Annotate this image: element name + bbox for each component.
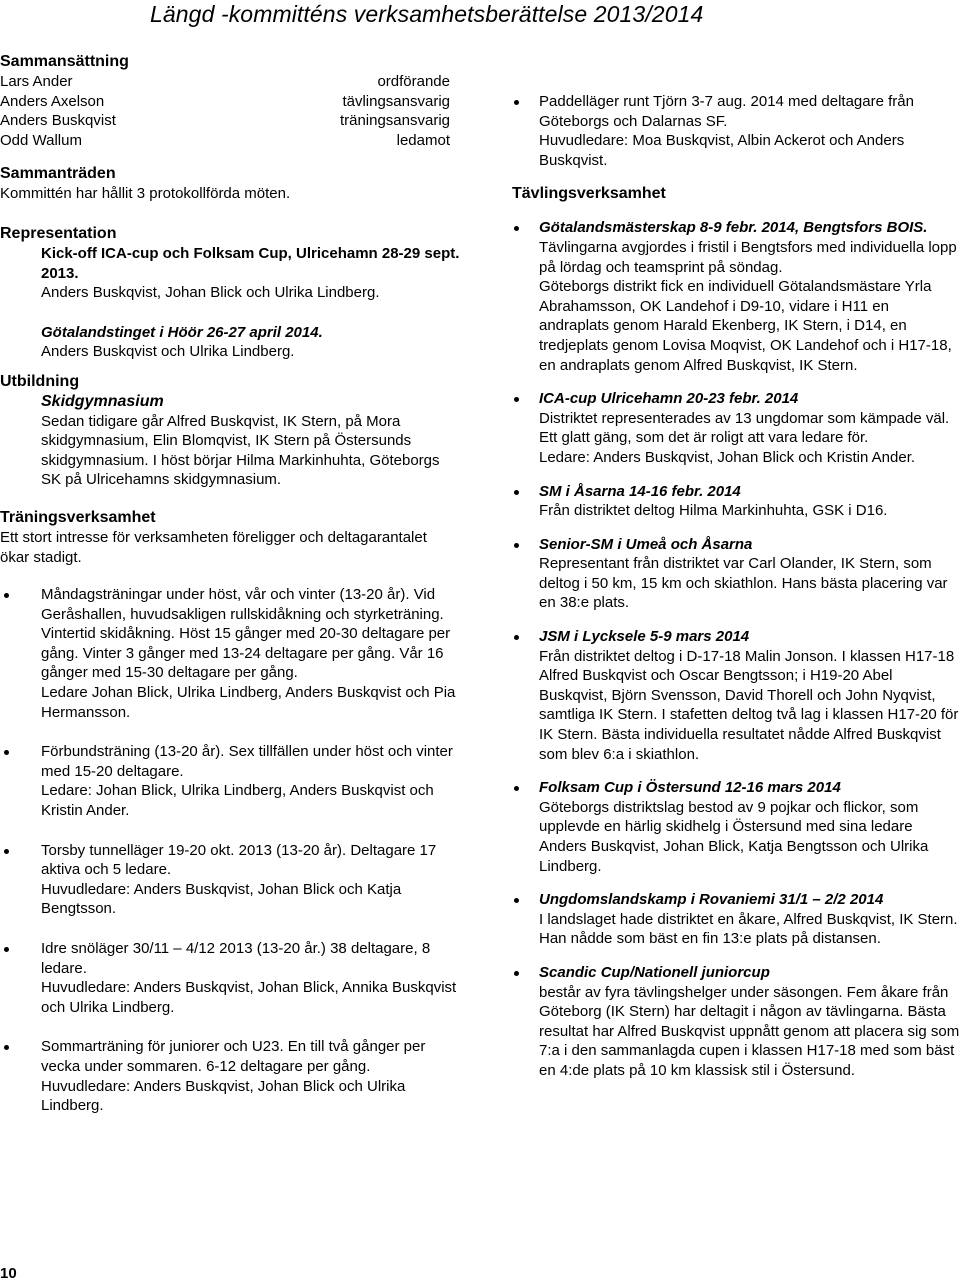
item-extra: Huvudledare: Anders Buskqvist, Johan Blick och Ulrika Lindberg. (41, 1077, 406, 1115)
list-item (0, 939, 460, 1017)
item-body: Representant från distriktet var Carl Olander, IK Stern, som deltog i 50 km, 15 km och skiathlon. Hans bästa placering var en 38:e plats. (539, 555, 948, 612)
item-main: Torsby tunnelläger 19-20 okt. 2013 (13-20 år). Deltagare 17 aktiva och 5 ledare. (41, 841, 437, 879)
item-title: Folksam Cup i Östersund 12-16 mars 2014 (539, 779, 841, 797)
gotalandstinget-people: Anders Buskqvist och Ulrika Lindberg. (41, 343, 295, 361)
list-item (512, 890, 960, 949)
item-main: Måndagsträningar under höst, vår och vinter (13-20 år). Vid Geråshallen, huvudsakligen rullskidåkning och styrketräning. Vintertid skidåkning. Höst 15 gånger med 20-30 deltagare per gång. Vinter 3 gånger med 13-24 deltagare per gång. Vår 16 gånger med 15-30 deltagare per gång. (41, 586, 451, 682)
kickoff-people: Anders Buskqvist, Johan Blick och Ulrika Lindberg. (41, 284, 380, 302)
list-item (0, 841, 460, 919)
utbildning-heading: Utbildning (0, 372, 80, 390)
item-title: Ungdomslandskamp i Rovaniemi 31/1 – 2/2 2014 (539, 891, 884, 909)
list-item (512, 482, 960, 521)
item-body: Från distriktet deltog Hilma Markinhuhta, GSK i D16. (539, 502, 888, 520)
item-body: Göteborgs distriktslag bestod av 9 pojkar och flickor, som upplevde en härlig skidhelg i Östersund med sina ledare Anders Buskqvist, Johan Blick, Katja Bengtsson och Ulrika Lindberg. (539, 798, 929, 875)
item-body: I landslaget hade distriktet en åkare, Alfred Buskqvist, IK Stern. Han nådde som bäst en fin 13:e plats på distansen. (539, 910, 958, 948)
member-role: träningsansvarig (339, 112, 450, 130)
paddel-leaders: Huvudledare: Moa Buskqvist, Albin Ackerot och Anders Buskqvist. (539, 132, 905, 169)
kickoff-title: Kick-off ICA-cup och Folksam Cup, Ulricehamn 28-29 sept. 2013. (41, 244, 460, 282)
item-title: JSM i Lycksele 5-9 mars 2014 (539, 628, 750, 646)
item-extra: Ledare: Johan Blick, Ulrika Lindberg, Anders Buskqvist och Kristin Ander. (41, 782, 434, 820)
traning-intro: Ett stort intresse för verksamheten föreligger och deltagarantalet ökar stadigt. (0, 528, 427, 566)
tavling-heading: Tävlingsverksamhet (512, 185, 666, 203)
member-role: ordförande (377, 73, 450, 90)
list-item (512, 963, 960, 1081)
right-column (512, 92, 960, 1081)
page-number: 10 (0, 1265, 17, 1282)
paddel-text: Paddelläger runt Tjörn 3-7 aug. 2014 med deltagare från Göteborgs och Dalarnas SF. (539, 93, 914, 130)
list-item (512, 218, 960, 375)
member-role: tävlingsansvarig (342, 92, 450, 110)
item-body: Göteborgs distrikt fick en individuell Götalandsmästare Yrla Abrahamsson, OK Landehof i D9-10, vidare i H11 en andraplats genom Harald Ekenberg, IK Stern, i D14, en tredjeplats genom Lovisa Moqvist, OK Landehof och i H17-18, en andraplats genom Alfred Buskqvist, IK Stern. (539, 278, 952, 374)
item-title: ICA-cup Ulricehamn 20-23 febr. 2014 (539, 390, 799, 408)
list-item (512, 389, 960, 467)
item-body: består av fyra tävlingshelger under säsongen. Fem åkare från Göteborg (IK Stern) har deltagit i någon av tävlingarna. Bästa resultat har Alfred Buskqvist uppnått genom att placera sig som 7:a i den sammanlagda cupen i klassen H17-18 med som bäst en 4:de plats på 10 km klassisk stil i Östersund. (539, 983, 960, 1079)
item-title: SM i Åsarna 14-16 febr. 2014 (539, 482, 741, 500)
page-title: Längd -kommitténs verksamhetsberättelse 2013/2014 (150, 1, 704, 27)
gotalandstinget-title: Götalandstinget i Höör 26-27 april 2014. (41, 323, 323, 341)
sammansattning-heading: Sammansättning (0, 53, 129, 70)
skidgymnasium-heading: Skidgymnasium (41, 392, 164, 410)
item-extra: Huvudledare: Anders Buskqvist, Johan Blick, Annika Buskqvist och Ulrika Lindberg. (41, 979, 457, 1016)
item-title: Götalandsmästerskap 8-9 febr. 2014, Bengtsfors BOIS. (539, 219, 928, 237)
list-item (0, 585, 460, 722)
members-list (0, 72, 450, 150)
representation-heading: Representation (0, 224, 117, 242)
sammantraden-text: Kommittén har hållit 3 protokollförda möten. (0, 185, 291, 203)
item-body: Tävlingarna avgjordes i fristil i Bengtsfors med individuella lopp på lördag och teamsprint på söndag. (539, 238, 957, 276)
item-extra: Huvudledare: Anders Buskqvist, Johan Blick och Katja Bengtsson. (41, 880, 402, 918)
list-item (512, 92, 960, 170)
member-name: Lars Ander (0, 73, 73, 90)
member-name: Anders Buskqvist (0, 112, 116, 130)
item-extra: Ledare Johan Blick, Ulrika Lindberg, Anders Buskqvist och Pia Hermansson. (41, 684, 456, 721)
item-body: Ledare: Anders Buskqvist, Johan Blick och Kristin Ander. (539, 448, 916, 466)
item-title: Senior-SM i Umeå och Åsarna (539, 535, 753, 553)
member-name: Odd Wallum (0, 131, 82, 149)
item-main: Förbundsträning (13-20 år). Sex tillfällen under höst och vinter med 15-20 deltagare. (41, 743, 453, 780)
list-item (512, 778, 960, 876)
list-item (0, 742, 460, 820)
item-title: Scandic Cup/Nationell juniorcup (539, 963, 770, 981)
list-item (512, 535, 960, 613)
item-main: Sommarträning för juniorer och U23. En till två gånger per vecka under sommaren. 6-12 deltagare per gång. (41, 1038, 426, 1075)
member-role: ledamot (396, 131, 450, 149)
traning-heading: Träningsverksamhet (0, 508, 156, 526)
utbildning-text: Sedan tidigare går Alfred Buskqvist, IK Stern, på Mora skidgymnasium, Elin Blomqvist, IK Stern på Östersunds skidgymnasium. I höst börjar Hilma Markinhuhta, Göteborgs SK på Ulricehamns skidgymnasium. (41, 412, 440, 489)
item-body: Från distriktet deltog i D-17-18 Malin Jonson. I klassen H17-18 Alfred Buskqvist och Oscar Bengtsson; i H19-20 Abel Buskqvist, Björn Svensson, David Thorell och John Nyqvist, samtliga IK Stern. I stafetten deltog två lag i klassen H17-20 för IK Stern. Bästa individuella resultatet nådde Alfred Buskqvist som blev 6:a i skiathlon. (539, 647, 959, 763)
item-body: Distriktet representerades av 13 ungdomar som kämpade väl. Ett glatt gäng, som det är roligt att vara ledare för. (539, 409, 950, 447)
member-name: Anders Axelson (0, 92, 105, 110)
sammantraden-heading: Sammanträden (0, 165, 116, 183)
item-main: Idre snöläger 30/11 – 4/12 2013 (13-20 år.) 38 deltagare, 8 ledare. (41, 940, 431, 977)
list-item (512, 627, 960, 764)
left-column (0, 52, 460, 1116)
paddel-list (512, 92, 960, 170)
traning-list (0, 585, 460, 1116)
tavling-list (512, 218, 960, 1080)
list-item (0, 1037, 460, 1115)
